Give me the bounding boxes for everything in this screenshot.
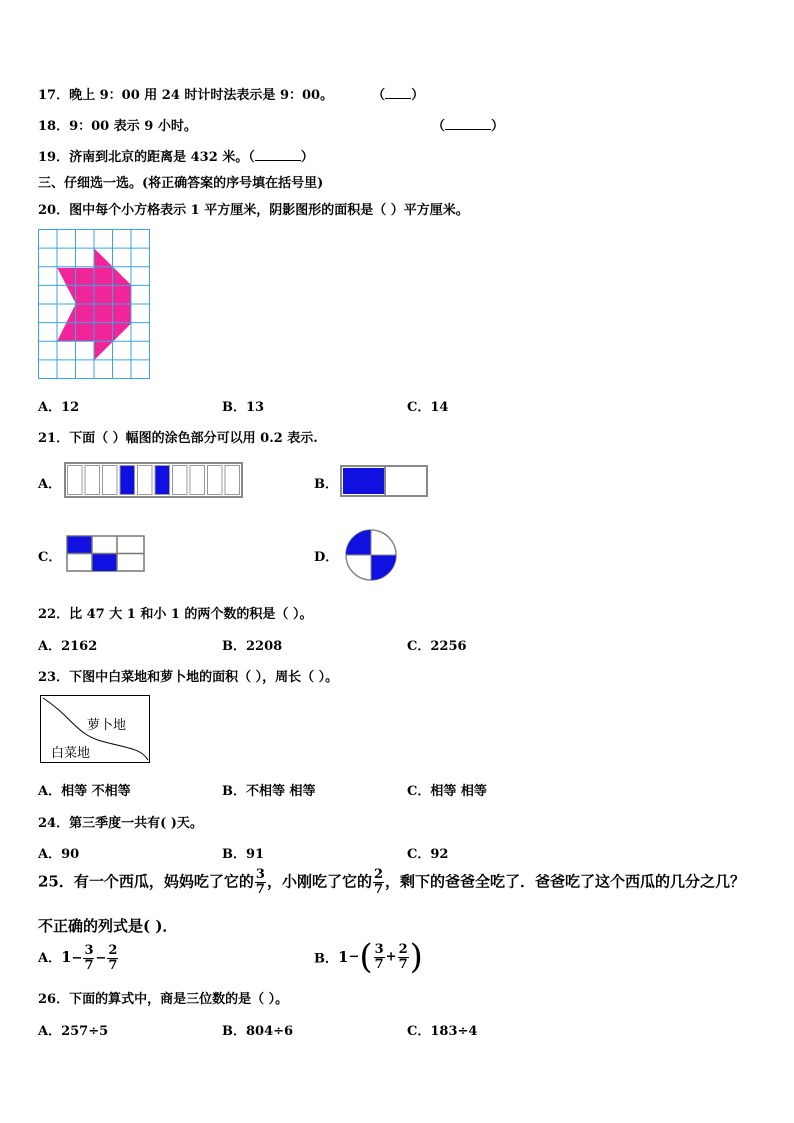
q23-option-a[interactable]: A．相等 不相等 [38,784,131,799]
q25-option-b-fraction-1: $\frac{3}{7}$ [374,941,384,972]
q21-option-c-shaded-1 [68,537,92,554]
q23-field-figure [40,695,150,763]
q21-option-d-figure[interactable] [344,527,398,583]
q24-option-a[interactable]: A．90 [38,847,80,862]
q26-option-c[interactable]: C．183÷4 [407,1024,478,1039]
answer-blank-19[interactable] [255,148,301,161]
q25-fraction-2: $\frac{2}{7}$ [373,867,383,897]
q25-option-a-fraction-1: $\frac{3}{7}$ [84,943,94,973]
question-21-text: 21．下面（ ）幅图的涂色部分可以用 0.2 表示. [38,431,318,446]
question-23-text: 23．下图中白菜地和萝卜地的面积（ ），周长（ ）。 [38,670,339,685]
q21-option-a-letter[interactable]: A． [38,477,62,492]
q25-option-a-fraction-2: $\frac{2}{7}$ [108,943,118,973]
q24-option-b[interactable]: B．91 [222,847,265,862]
q21-option-d-shaded-1 [346,530,371,555]
q25-option-b-right-paren: ) [409,937,423,977]
q23-cabbage-label: 白菜地 [51,746,91,761]
q25-option-b-left-paren: ( [359,937,373,977]
q21-option-a-cell [208,466,223,495]
question-20-text: 20．图中每个小方格表示 1 平方厘米，阴影图形的面积是（ ）平方厘米。 [38,203,469,218]
q20-grid-figure [38,229,152,381]
question-18-text: 18．9：00 表示 9 小时。 [38,119,197,134]
question-22-text: 22．比 47 大 1 和小 1 的两个数的积是（ ）。 [38,607,313,622]
q21-option-a-cell [68,466,83,495]
q21-option-c-letter[interactable]: C． [38,550,62,565]
q21-option-a-cell [85,466,100,495]
q25-option-b[interactable]: B．1−( $\frac{3}{7}$ + $\frac{2}{7}$ ) [314,937,423,977]
q21-option-a-shaded-cell [155,466,170,495]
answer-blank-17[interactable] [385,86,411,99]
question-19: 19．济南到北京的距离是 432 米。（ ） [38,150,314,165]
question-26-text: 26．下面的算式中，商是三位数的是（ ）。 [38,992,289,1007]
question-17: 17．晚上 9：00 用 24 时计时法表示是 9：00。 （ ） [38,88,425,103]
q22-option-c[interactable]: C．2256 [407,639,467,654]
question-17-text: 17．晚上 9：00 用 24 时计时法表示是 9：00。 [38,88,334,103]
q21-option-a-cell [190,466,205,495]
q21-option-a-cell [173,466,188,495]
q20-option-c[interactable]: C．14 [407,400,449,415]
q21-option-d-letter[interactable]: D． [314,550,339,565]
answer-blank-18[interactable] [445,117,491,130]
question-18 [38,115,197,134]
q21-option-b-shaded [343,468,384,494]
q21-option-c-shaded-2 [92,554,117,571]
q26-option-b[interactable]: B．804÷6 [222,1024,294,1039]
q21-option-d-shaded-2 [371,555,396,580]
question-24-text: 24．第三季度一共有( )天。 [38,816,203,831]
question-18-paren: （ ） [432,119,505,134]
q21-option-a-cell [225,466,240,495]
q21-option-a-shaded-cell [120,466,135,495]
q24-option-c[interactable]: C．92 [407,847,449,862]
q21-option-b-figure[interactable] [340,465,428,497]
q22-option-b[interactable]: B．2208 [222,639,283,654]
q21-option-a-cell [103,466,118,495]
question-25-line-1: 25．有一个西瓜，妈妈吃了它的 $\frac{3}{7}$ ，小刚吃了它的 $\frac{2}{7}$ ，剩下的爸爸全吃了．爸爸吃了这个西瓜的几分之几？ [38,867,746,897]
q25-option-b-fraction-2: $\frac{2}{7}$ [398,941,408,972]
q23-option-b[interactable]: B．不相等 相等 [222,784,316,799]
q20-option-a[interactable]: A．12 [38,400,80,415]
q21-option-a-cell [138,466,153,495]
q25-option-a[interactable]: A．1− $\frac{3}{7}$ − $\frac{2}{7}$ [38,943,118,973]
q26-option-a[interactable]: A．257÷5 [38,1024,109,1039]
q20-grid-lines [39,230,150,379]
q22-option-a[interactable]: A．2162 [38,639,98,654]
q21-option-b-letter[interactable]: B． [314,477,338,492]
q25-fraction-1: $\frac{3}{7}$ [255,867,265,897]
question-19-text: 19．济南到北京的距离是 432 米。（ [38,150,255,165]
question-25-line-2: 不正确的列式是( )． [38,917,178,935]
q21-option-c-figure[interactable] [66,535,146,573]
q23-radish-label: 萝卜地 [87,718,127,733]
q23-option-c[interactable]: C．相等 相等 [407,784,487,799]
q21-option-a-figure[interactable] [64,462,244,498]
section-3-heading: 三、仔细选一选。(将正确答案的序号填在括号里) [38,176,324,191]
q20-option-b[interactable]: B．13 [222,400,265,415]
